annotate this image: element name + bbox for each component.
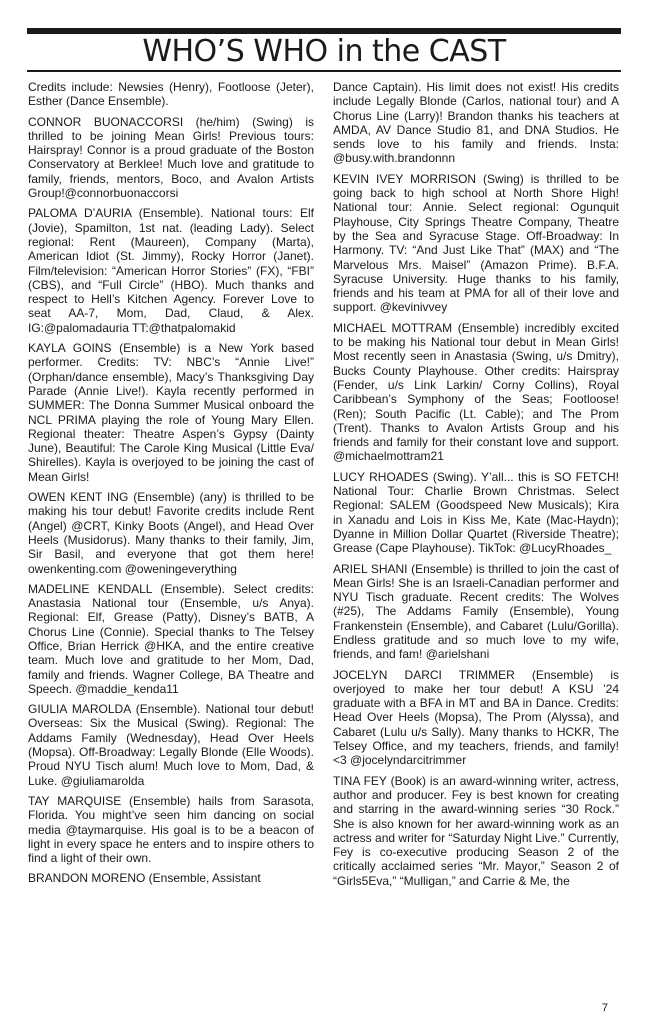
left-column [28, 80, 314, 892]
bio-lucy-rhoades: LUCY RHOADES (Swing). Y’all... this is SO FETCH! National Tour: Charlie Brown Christmas. Select Regional: SALEM (Goodspeed New Musicals); Kira in Xanadu and Lois in Kiss Me, Kate (Mac-Haydn); Dyanne in Million Dollar Quartet (Riverside Theatre); Grease (Cape Playhouse). TikTok: @LucyRhoades_ [333, 469, 619, 556]
bio-brandon-moreno-continued: Dance Captain). His limit does not exist! His credits include Legally Blonde (Carlos, national tour) and A Chorus Line (Larry)! Brandon thanks his teachers at AMDA, AV Dance Studio 81, and DNA Studios. He sends love to his family and friends. Insta: @busy.with.brandonnn [333, 80, 619, 166]
header-bottom-rule [27, 70, 621, 72]
bio-kevin-ivey-morrison: KEVIN IVEY MORRISON (Swing) is thrilled to be going back to high school at North Shore High! National tour: Annie. Select regional: Ogunquit Playhouse, City Springs Theatre Company, Theatre by the Sea and Syracuse Stage. Off-Broadway: In Harmony. TV: “And Just Like That” (MAX) and “The Marvelous Mrs. Maisel” (Amazon Prime). B.F.A. Syracuse University. Huge thanks to his family, friends and his team at PMA for all of their love and support. @kevinivvey [333, 171, 619, 315]
bio-giulia-marolda: GIULIA MAROLDA (Ensemble). National tour debut! Overseas: Six the Musical (Swing). Regional: The Addams Family (Wednesday), Head Over Heels (Mopsa). Off-Broadway: Legally Blonde (Elle Woods). Proud NYU Tisch alum! Much love to Mom, Dad, & Luke. @giuliamarolda [28, 702, 314, 788]
bio-connor-buonaccorsi: CONNOR BUONACCORSI (he/him) (Swing) is thrilled to be joining Mean Girls! Previous tours: Hairspray! Connor is a proud graduate of the Boston Conservatory at Berklee! Much love and gratitude to family, friends, mentors, Boco, and Avalon Artists Group!@connorbuonaccorsi [28, 114, 314, 201]
bio-continued: Credits include: Newsies (Henry), Footloose (Jeter), Esther (Dance Ensemble). [28, 80, 314, 109]
bio-owen-kent-ing: OWEN KENT ING (Ensemble) (any) is thrilled to be making his tour debut! Favorite credits include Rent (Angel) @CRT, Kinky Boots (Angel), and Head Over Heels (Musidorus). Many thanks to their family, Jim, Sir Basil, and everyone that got them here! owenkenting.com @oweningeverything [28, 490, 314, 576]
page-number: 7 [601, 1002, 608, 1014]
page-title: WHO’S WHO in the CAST [142, 34, 506, 69]
bio-ariel-shani: ARIEL SHANI (Ensemble) is thrilled to join the cast of Mean Girls! She is an Israeli-Canadian performer and NYU Tisch graduate. Recent credits: The Wolves (#25), The Addams Family (Ensemble), Young Frankenstein (Ensemble), and Cabaret (Lulu/Gorilla). Endless gratitude and so much love to my wife, friends, and fam! @arielshani [333, 561, 619, 662]
bio-kayla-goins: KAYLA GOINS (Ensemble) is a New York based performer. Credits: TV: NBC’s “Annie Live!” (Orphan/dance ensemble), Macy’s Thanksgiving Day Parade (Annie Live!). Kayla recently performed in SUMMER: The Donna Summer Musical onboard the NCL PRIMA playing the role of Young Mary Ellen. Regional theater: Theatre Aspen’s Gypsy (Dainty June), Beautiful: The Carole King Musical (Little Eva/ Shirelles). Kayla is overjoyed to be joining the cast of Mean Girls! [28, 341, 314, 484]
bio-tay-marquise: TAY MARQUISE (Ensemble) hails from Sarasota, Florida. You might’ve seen him dancing on social media @taymarquise. His goal is to be a beacon of light in every space he enters and to inspire others to find a light of their own. [28, 793, 314, 866]
bio-jocelyn-darci-trimmer: JOCELYN DARCI TRIMMER (Ensemble) is overjoyed to make her tour debut! A KSU ’24 graduate with a BFA in MT and BA in Dance. Credits: Head Over Heels (Mopsa), The Prom (Alyssa), and Cabaret (Lulu u/s Sally). Many thanks to HCKR, The Telsey Office, and my teachers, friends, and family! <3 @jocelyndarcitrimmer [333, 667, 619, 768]
bio-michael-mottram: MICHAEL MOTTRAM (Ensemble) incredibly excited to be making his National tour debut in Mean Girls! Most recently seen in Anastasia (Swing, u/s Dmitry), Bucks County Playhouse. Other credits: Hairspray (Fender, u/s Link Larkin/ Corny Collins), Royal Caribbean’s Symphony of the Seas; Footloose! (Ren); South Pacific (Lt. Cable); and The Prom (Trent). Thanks to Avalon Artists Group and his friends and family for their constant love and support. @michaelmottram21 [333, 320, 619, 464]
bio-brandon-moreno-start: BRANDON MORENO (Ensemble, Assistant [28, 871, 261, 886]
right-column [333, 80, 619, 894]
bio-paloma-dauria: PALOMA D’AURIA (Ensemble). National tours: Elf (Jovie), Spamilton, 1st nat. (leading Lady). Select regional: Rent (Maureen), Company (Marta), American Idiot (St. Jimmy), Rocky Horror (Janet). Film/television: “American Horror Stories” (FX), “FBI” (CBS), and “Full Circle” (HBO). Much thanks and respect to Hell’s Kitchen Agency. Forever Love to seat AA-7, Mom, Dad, Claud, & Alex. IG:@palomadauria TT:@thatpalomakid [28, 206, 314, 335]
bio-madeline-kendall: MADELINE KENDALL (Ensemble). Select credits: Anastasia National tour (Ensemble, u/s Anya). Regional: Elf, Grease (Patty), Disney’s BATB, A Chorus Line (Connie). Special thanks to The Telsey Office, Brian Herrick @HKA, and the entire creative team. Much love and gratitude to her Mom, Dad, family and friends. Wagner College, BA Theatre and Speech. @maddie_kenda11 [28, 581, 314, 696]
bio-tina-fey: TINA FEY (Book) is an award-winning writer, actress, author and producer. Fey is best known for creating and starring in the award-winning series “30 Rock.” She is also known for her award-winning work as an actress and writer for “Saturday Night Live.” Currently, Fey is co-executive producing Season 2 of the critically acclaimed series “Mr. Mayor,” Season 2 of “Girls5Eva,” “Mulligan,” and Carrie & Me, the [333, 773, 619, 888]
